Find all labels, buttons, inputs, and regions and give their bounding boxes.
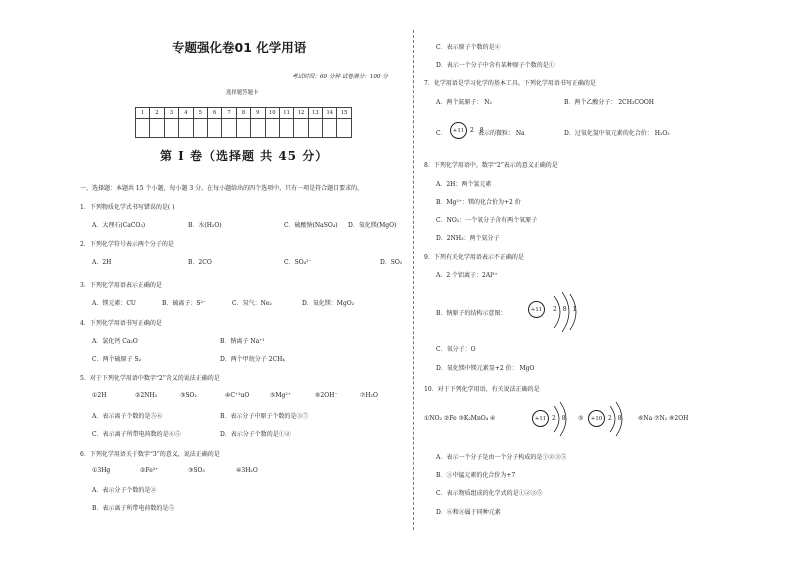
left-question-line: A．氯化钙 Ca₂O [92,338,138,345]
left-question-line: A．2H [92,259,112,266]
q9-shells: 2 8 1 [553,306,579,313]
answer-number-row [136,108,352,119]
right-question-line: 7．化学用语是学习化学的基本工具。下列化学用语书写正确的是 [424,80,596,87]
right-question-line: C．表示物质组成的化学式的是①②③⑤ [436,490,543,497]
answer-blank-row [136,119,352,138]
answer-blank-cell[interactable] [251,119,265,138]
answer-blank-cell[interactable] [236,119,250,138]
q9-atom-diagram [528,301,578,318]
right-question-line: C．表示原子个数的是④ [436,44,501,51]
q10-atom-1 [532,410,568,427]
q10-atom-1-shells: 2 8 [552,415,568,422]
right-question-line: A．2H：两个氢元素 [436,181,492,188]
left-question-line: A．镁元素：CU [92,300,136,307]
left-question-line: ③SO₃ [188,467,205,474]
left-question-line: 1．下列物质化学式书写错误的是( ) [80,204,175,211]
left-question-line: B．表示分子中原子个数的是③⑦ [220,413,309,420]
left-question-line: ②2NH₃ [135,392,158,399]
answer-number-cell: 11 [279,108,293,119]
q10-mid: ⑤ [578,415,584,422]
answer-number-cell: 5 [193,108,207,119]
left-question-line: D．氧化镁：MgO₂ [302,300,355,307]
answer-number-cell: 12 [294,108,308,119]
answer-blank-cell[interactable] [279,119,293,138]
left-question-line: B．水(H₂O) [188,222,222,229]
answer-blank-cell[interactable] [136,119,150,138]
left-question-line: B．钠离子 Na⁺¹ [220,338,265,345]
q10-atom-2-nucleus: +10 [588,410,605,427]
section-instructions: 一、选择题：本题共 15 个小题，每小题 3 分。在每小题给出的四个选项中，只有一项是符合题目要求的。 [80,185,364,192]
answer-blank-cell[interactable] [222,119,236,138]
left-question-line: A．表示分子个数的是② [92,487,157,494]
answer-number-cell: 14 [323,108,337,119]
exam-meta: 考试时间：60 分钟 试卷满分：100 分 [292,74,388,80]
right-question-line: 8．下列化学用语中，数字“2”表示的意义正确的是 [424,162,558,169]
left-question-line: B．硫离子：S²⁻ [162,300,207,307]
right-question-line: B．Mg²⁺：镁的化合价为+2 价 [436,199,521,206]
answer-blank-cell[interactable] [207,119,221,138]
answer-number-cell: 7 [222,108,236,119]
left-question-line: C．SO₄²⁻ [284,259,312,266]
q7-shells: 2 8 [470,127,486,134]
right-question-line: D．2NH₃：两个氨分子 [436,235,500,242]
answer-blank-cell[interactable] [179,119,193,138]
right-question-line: D．过氧化氢中氧元素的化合价： H₂O₂ [564,130,670,137]
right-question-line: C．NO₂：一个氧分子含有两个氧原子 [436,217,538,224]
left-question-line: A．表示离子个数的是⑤⑥ [92,413,163,420]
right-question-line: 表示的微粒： Na [478,130,525,137]
q7-nucleus: +11 [450,122,467,139]
left-question-line: ⑥2OH⁻ [315,392,338,399]
right-question-line: D．⑥和⑧属于同种元素 [436,509,501,516]
answer-number-cell: 4 [179,108,193,119]
right-question-line: A．表示一个分子是由一个分子构成的是①②③⑤ [436,454,567,461]
right-question-line: A．两个氮原子： N₂ [436,99,492,106]
left-question-line: D．两个甲烷分子 2CH₄ [220,356,285,363]
answer-blank-cell[interactable] [164,119,178,138]
right-question-line: 9．下列有关化学用语表示不正确的是 [424,254,524,261]
right-question-line: B．钠原子的结构示意图： [436,310,507,317]
answer-blank-cell[interactable] [193,119,207,138]
section-title: 第 I 卷（选择题 共 45 分） [160,149,329,163]
left-question-line: B．2CO [188,259,212,266]
q10-atom-2 [588,410,624,427]
left-question-line: B．表示离子所带电荷数的是⑤ [92,505,175,512]
answer-number-cell: 3 [164,108,178,119]
answer-number-cell: 10 [265,108,279,119]
right-question-line: C．氧分子：O [436,346,476,353]
left-question-line: C．硫酸钠(NaSO₄) [284,222,338,229]
left-question-line: C．氖气：Ne₂ [232,300,272,307]
answer-blank-cell[interactable] [294,119,308,138]
left-question-line: ①3Hg [92,467,111,474]
left-question-line: A．大理石(CaCO₃) [92,222,146,229]
left-question-line: 5．对于下列化学用语中数字“2”含义的说法正确的是 [80,375,220,382]
answer-blank-cell[interactable] [308,119,322,138]
left-question-line: 2．下列化学符号表示两个分子的是 [80,241,174,248]
left-question-line: ③SO₂ [180,392,197,399]
answer-number-cell: 1 [136,108,150,119]
left-question-line: D．氧化镁(MgO) [348,222,397,229]
q7-atom-diagram [450,122,486,139]
left-question-line: ⑤Mg²⁺ [270,392,291,399]
column-divider [413,30,414,530]
right-question-line: D．氧化镁中镁元素显+2 价： MgO [436,365,535,372]
answer-blank-cell[interactable] [265,119,279,138]
q10-prefix: ①NO₂ ②Fe ③K₂MnO₄ ④ [424,415,496,422]
q10-suffix: ⑥Na ⑦N₂ ⑧2OH [638,415,689,422]
right-question-line: D．表示一个分子中含有某种原子个数的是① [436,62,555,69]
left-question-line: ②Fe³⁺ [140,467,159,474]
answer-number-cell: 6 [207,108,221,119]
left-question-line: ⑦H₂O [360,392,378,399]
left-question-line: D．表示分子个数的是①② [220,431,291,438]
answer-number-cell: 8 [236,108,250,119]
right-question-line: A．2 个铝离子：2Al³⁺ [436,272,498,279]
answer-number-cell: 15 [337,108,351,119]
answer-number-cell: 2 [150,108,164,119]
answer-sheet-table [135,107,352,138]
left-question-line: 3．下列化学用语表示正确的是 [80,282,162,289]
left-question-line: C．两个硫原子 S₂ [92,356,142,363]
left-question-line: ①2H [92,392,107,399]
left-question-line: C．表示离子所带电荷数的是④⑤ [92,431,181,438]
left-question-line: ④3H₂O [236,467,258,474]
q7-option-c-label: C． [436,130,447,137]
q10-atom-1-nucleus: +11 [532,410,549,427]
answer-number-cell: 9 [251,108,265,119]
answer-sheet-label: 选择题答题卡 [226,90,259,96]
answer-blank-cell[interactable] [323,119,337,138]
left-question-line: 6．下列化学用语关于数字“3”的意义，说法正确的是 [80,451,220,458]
answer-number-cell: 13 [308,108,322,119]
right-question-line: 10．对于下列化学用语，有关说法正确的是 [424,386,540,393]
left-question-line: ④C⁺²uO [225,392,250,399]
left-question-line: D．SO₂ [380,259,403,266]
answer-blank-cell[interactable] [150,119,164,138]
answer-blank-cell[interactable] [337,119,351,138]
exam-title: 专题强化卷01 化学用语 [172,40,307,55]
q10-atom-2-shells: 2 8 [608,415,624,422]
q9-nucleus: +11 [528,301,545,318]
right-question-line: B．③中锰元素的化合价为+7 [436,472,516,479]
left-question-line: 4．下列化学用语书写正确的是 [80,320,162,327]
right-question-line: B．两个乙酸分子： 2CH₃COOH [564,99,655,106]
